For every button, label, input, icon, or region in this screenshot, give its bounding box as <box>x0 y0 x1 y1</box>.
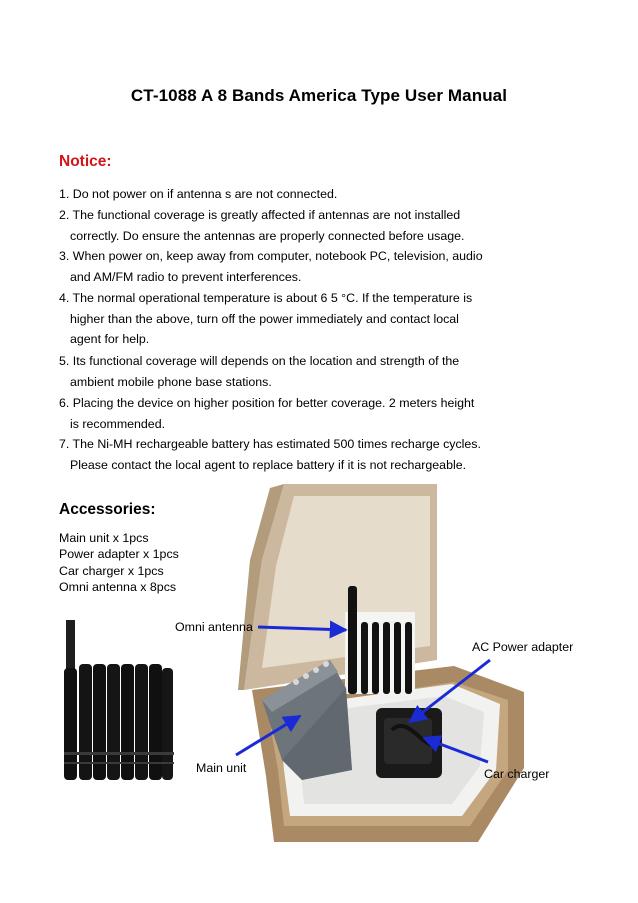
accessories-heading: Accessories: <box>59 501 156 518</box>
notice-item-line: 2. The functional coverage is greatly affected if antennas are not installed <box>59 208 461 222</box>
notice-item-line: 6. Placing the device on higher position for better coverage. 2 meters height <box>59 396 475 410</box>
main-unit-label: Main unit <box>196 761 247 775</box>
notice-item-line: Please contact the local agent to replace battery if it is not rechargeable. <box>70 457 467 472</box>
ac-power-adapter-label: AC Power adapter <box>472 640 574 654</box>
notice-item-line: 4. The normal operational temperature is about 6 5 °C. If the temperature is <box>59 291 473 305</box>
accessory-item: Power adapter x 1pcs <box>59 547 179 562</box>
notice-item-line: 1. Do not power on if antenna s are not connected. <box>59 187 338 201</box>
loose-antennas-image <box>64 620 174 780</box>
car-charger-label: Car charger <box>484 767 550 781</box>
omni-antenna-label: Omni antenna <box>175 620 253 634</box>
box-image <box>238 484 524 842</box>
notice-item-line: agent for help. <box>70 332 150 347</box>
notice-item-line: correctly. Do ensure the antennas are properly connected before usage. <box>70 228 465 243</box>
notice-heading: Notice: <box>59 153 112 170</box>
accessory-item: Car charger x 1pcs <box>59 563 164 578</box>
notice-item-line: is recommended. <box>70 416 166 431</box>
notice-item-line: higher than the above, turn off the power immediately and contact local <box>70 311 459 326</box>
accessory-item: Omni antenna x 8pcs <box>59 580 177 595</box>
notice-item-line: 7. The Ni-MH rechargeable battery has estimated 500 times recharge cycles. <box>59 437 481 451</box>
notice-item-line: and AM/FM radio to prevent interferences. <box>70 269 302 284</box>
notice-item-line: 3. When power on, keep away from computer, notebook PC, television, audio <box>59 249 483 263</box>
notice-item-line: 5. Its functional coverage will depends on the location and strength of the <box>59 354 460 368</box>
page-title: CT-1088 A 8 Bands America Type User Manual <box>130 86 508 105</box>
accessory-item: Main unit x 1pcs <box>59 531 149 545</box>
notice-item-line: ambient mobile phone base stations. <box>70 374 272 389</box>
